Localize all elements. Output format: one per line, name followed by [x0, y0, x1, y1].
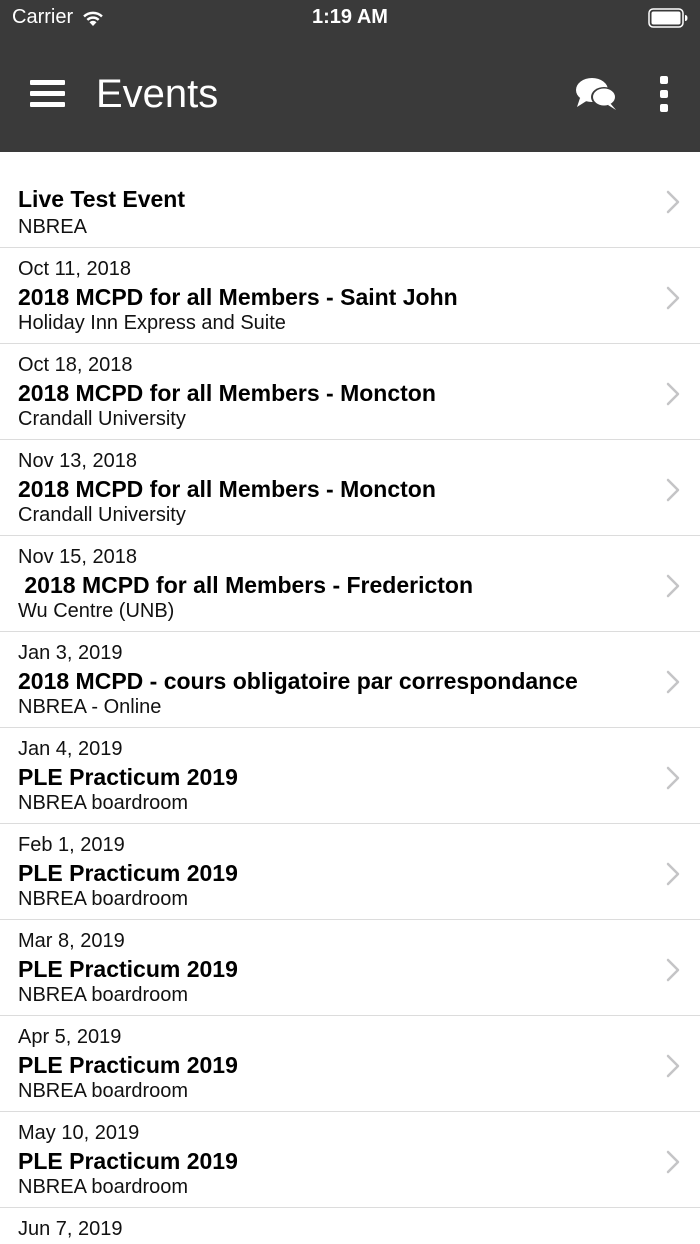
chevron-right-icon — [666, 862, 680, 886]
event-row[interactable] — [0, 920, 700, 1016]
event-location: NBREA boardroom — [18, 1080, 189, 1102]
chevron-right-icon — [666, 190, 680, 214]
event-date: Apr 5, 2019 — [18, 1026, 122, 1048]
event-date: May 10, 2019 — [18, 1122, 140, 1144]
event-location: Wu Centre (UNB) — [18, 600, 175, 622]
chevron-right-icon — [666, 382, 680, 406]
event-row[interactable] — [0, 632, 700, 728]
event-row[interactable] — [0, 440, 700, 536]
event-title: 2018 MCPD for all Members - Saint John — [18, 284, 458, 310]
event-date: Jan 3, 2019 — [18, 642, 123, 664]
event-date: Oct 18, 2018 — [18, 354, 133, 376]
chevron-right-icon — [666, 286, 680, 310]
hamburger-menu-icon[interactable] — [28, 76, 68, 112]
event-row[interactable] — [0, 248, 700, 344]
chevron-right-icon — [666, 958, 680, 982]
event-title: PLE Practicum 2019 — [18, 764, 238, 790]
event-title: PLE Practicum 2019 — [18, 1148, 238, 1174]
event-date: Nov 15, 2018 — [18, 546, 137, 568]
chevron-right-icon — [666, 574, 680, 598]
event-row[interactable] — [0, 1208, 700, 1244]
event-title: 2018 MCPD for all Members - Fredericton — [18, 572, 474, 598]
event-date: Jan 4, 2019 — [18, 738, 123, 760]
chevron-right-icon — [666, 766, 680, 790]
event-row[interactable] — [0, 344, 700, 440]
event-row[interactable] — [0, 152, 700, 248]
event-date: Feb 1, 2019 — [18, 834, 125, 856]
event-date: Mar 8, 2019 — [18, 930, 125, 952]
event-title: Live Test Event — [18, 186, 186, 212]
status-time: 1:19 AM — [312, 6, 388, 28]
event-row[interactable] — [0, 1112, 700, 1208]
event-location: Crandall University — [18, 408, 186, 430]
event-location: NBREA boardroom — [18, 888, 189, 910]
event-location: Crandall University — [18, 504, 186, 526]
events-list — [0, 152, 700, 1244]
event-location: NBREA boardroom — [18, 792, 189, 814]
carrier-label: Carrier — [12, 6, 74, 28]
chevron-right-icon — [666, 1054, 680, 1078]
event-location: NBREA — [18, 216, 87, 238]
event-location: NBREA boardroom — [18, 1176, 189, 1198]
event-title: PLE Practicum 2019 — [18, 860, 238, 886]
chevron-right-icon — [666, 478, 680, 502]
chevron-right-icon — [666, 670, 680, 694]
event-location: NBREA boardroom — [18, 984, 189, 1006]
battery-icon — [648, 8, 688, 33]
page-title: Events — [96, 72, 219, 116]
event-date: Jun 7, 2019 — [18, 1218, 123, 1240]
event-date: Oct 11, 2018 — [18, 258, 132, 280]
event-title: 2018 MCPD - cours obligatoire par correspondance — [18, 668, 578, 694]
chat-bubbles-icon[interactable] — [574, 74, 620, 114]
event-row[interactable] — [0, 1016, 700, 1112]
status-bar — [0, 0, 700, 40]
event-title: 2018 MCPD for all Members - Moncton — [18, 476, 436, 502]
event-title: 2018 MCPD for all Members - Moncton — [18, 380, 436, 406]
event-row[interactable] — [0, 536, 700, 632]
event-date: Nov 13, 2018 — [18, 450, 137, 472]
event-row[interactable] — [0, 728, 700, 824]
chevron-right-icon — [666, 1150, 680, 1174]
event-location: NBREA - Online — [18, 696, 162, 718]
event-title: PLE Practicum 2019 — [18, 956, 238, 982]
event-row[interactable] — [0, 824, 700, 920]
event-title: PLE Practicum 2019 — [18, 1052, 238, 1078]
event-location: Holiday Inn Express and Suite — [18, 312, 286, 334]
more-vertical-icon[interactable] — [654, 74, 674, 114]
app-bar — [0, 40, 700, 152]
